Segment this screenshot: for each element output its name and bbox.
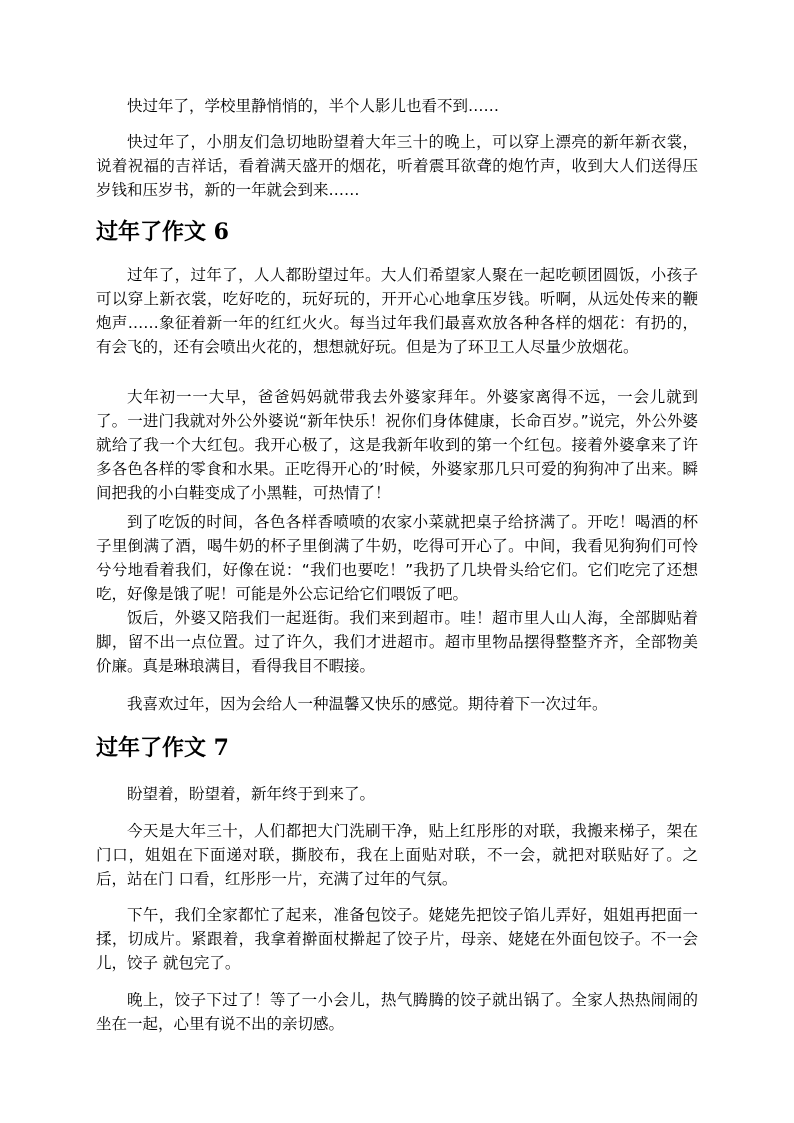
paragraph: 大年初一一大早，爸爸妈妈就带我去外婆家拜年。外婆家离得不远，一会儿就到了。一进门我就对外公外婆说“新年快乐！祝你们身体健康，长命百岁。”说完，外公外婆就给了我一个大红包。我开心极了，这是我新年收到的第一个红包。接着外婆拿来了许多各色各样的零食和水果。正吃得开心的’时候，外婆家那几只可爱的狗狗冲了出来。瞬间把我的小白鞋变成了小黑鞋，可热情了！	[96, 388, 698, 502]
paragraph: 晚上，饺子下过了！等了一小会儿，热气腾腾的饺子就出锅了。全家人热热闹闹的坐在一起，心里有说不出的亲切感。	[96, 991, 698, 1033]
paragraph: 今天是大年三十，人们都把大门洗刷干净，贴上红彤彤的对联，我搬来梯子，架在门口，姐姐在下面递对联，撕胶布，我在上面贴对联，不一会，就把对联贴好了。之后，站在门 口看，红彤彤一片，充满了过年的气氛。	[96, 822, 698, 888]
paragraph: 下午，我们全家都忙了起来，准备包饺子。姥姥先把饺子馅儿弄好，姐姐再把面一揉，切成片。紧跟着，我拿着擀面杖擀起了饺子片，母亲、姥姥在外面包饺子。不一会儿，饺子 就包完了。	[96, 906, 698, 972]
section-heading: 过年了作文 6	[96, 219, 229, 245]
paragraph: 过年了，过年了，人人都盼望过年。大人们希望家人聚在一起吃顿团圆饭，小孩子可以穿上新衣裳，吃好吃的，玩好玩的，开开心心地拿压岁钱。听啊，从远处传来的鞭炮声……象征着新一年的红红火火。每当过年我们最喜欢放各种各样的烟花：有扔的，有会飞的，还有会喷出火花的，想想就好玩。但是为了环卫工人尽量少放烟花。	[96, 266, 698, 356]
paragraph: 我喜欢过年，因为会给人一种温馨又快乐的感觉。期待着下一次过年。	[127, 695, 608, 713]
paragraph: 饭后，外婆又陪我们一起逛街。我们来到超市。哇！超市里人山人海，全部脚贴着脚，留不出一点位置。过了许久，我们才进超市。超市里物品摆得整整齐齐，全部物美价廉。真是琳琅满目，看得我目不暇接。	[96, 609, 698, 675]
section-heading: 过年了作文 7	[96, 735, 229, 761]
paragraph: 快过年了，学校里静悄悄的，半个人影儿也看不到……	[127, 97, 500, 115]
paragraph: 到了吃饭的时间，各色各样香喷喷的农家小菜就把桌子给挤满了。开吃！喝酒的杯子里倒满了酒，喝牛奶的杯子里倒满了牛奶，吃得可开心了。中间，我看见狗狗们可怜兮兮地看着我们，好像在说：“我们也要吃！”我扔了几块骨头给它们。它们吃完了还想吃，好像是饿了呢！可能是外公忘记给它们喂饭了吧。	[96, 513, 698, 603]
paragraph: 快过年了，小朋友们急切地盼望着大年三十的晚上，可以穿上漂亮的新年新衣裳，说着祝福的吉祥话，看着满天盛开的烟花，听着震耳欲聋的炮竹声，收到大人们送得压岁钱和压岁书，新的一年就会到来……	[96, 133, 698, 199]
paragraph: 盼望着，盼望着，新年终于到来了。	[127, 785, 376, 803]
